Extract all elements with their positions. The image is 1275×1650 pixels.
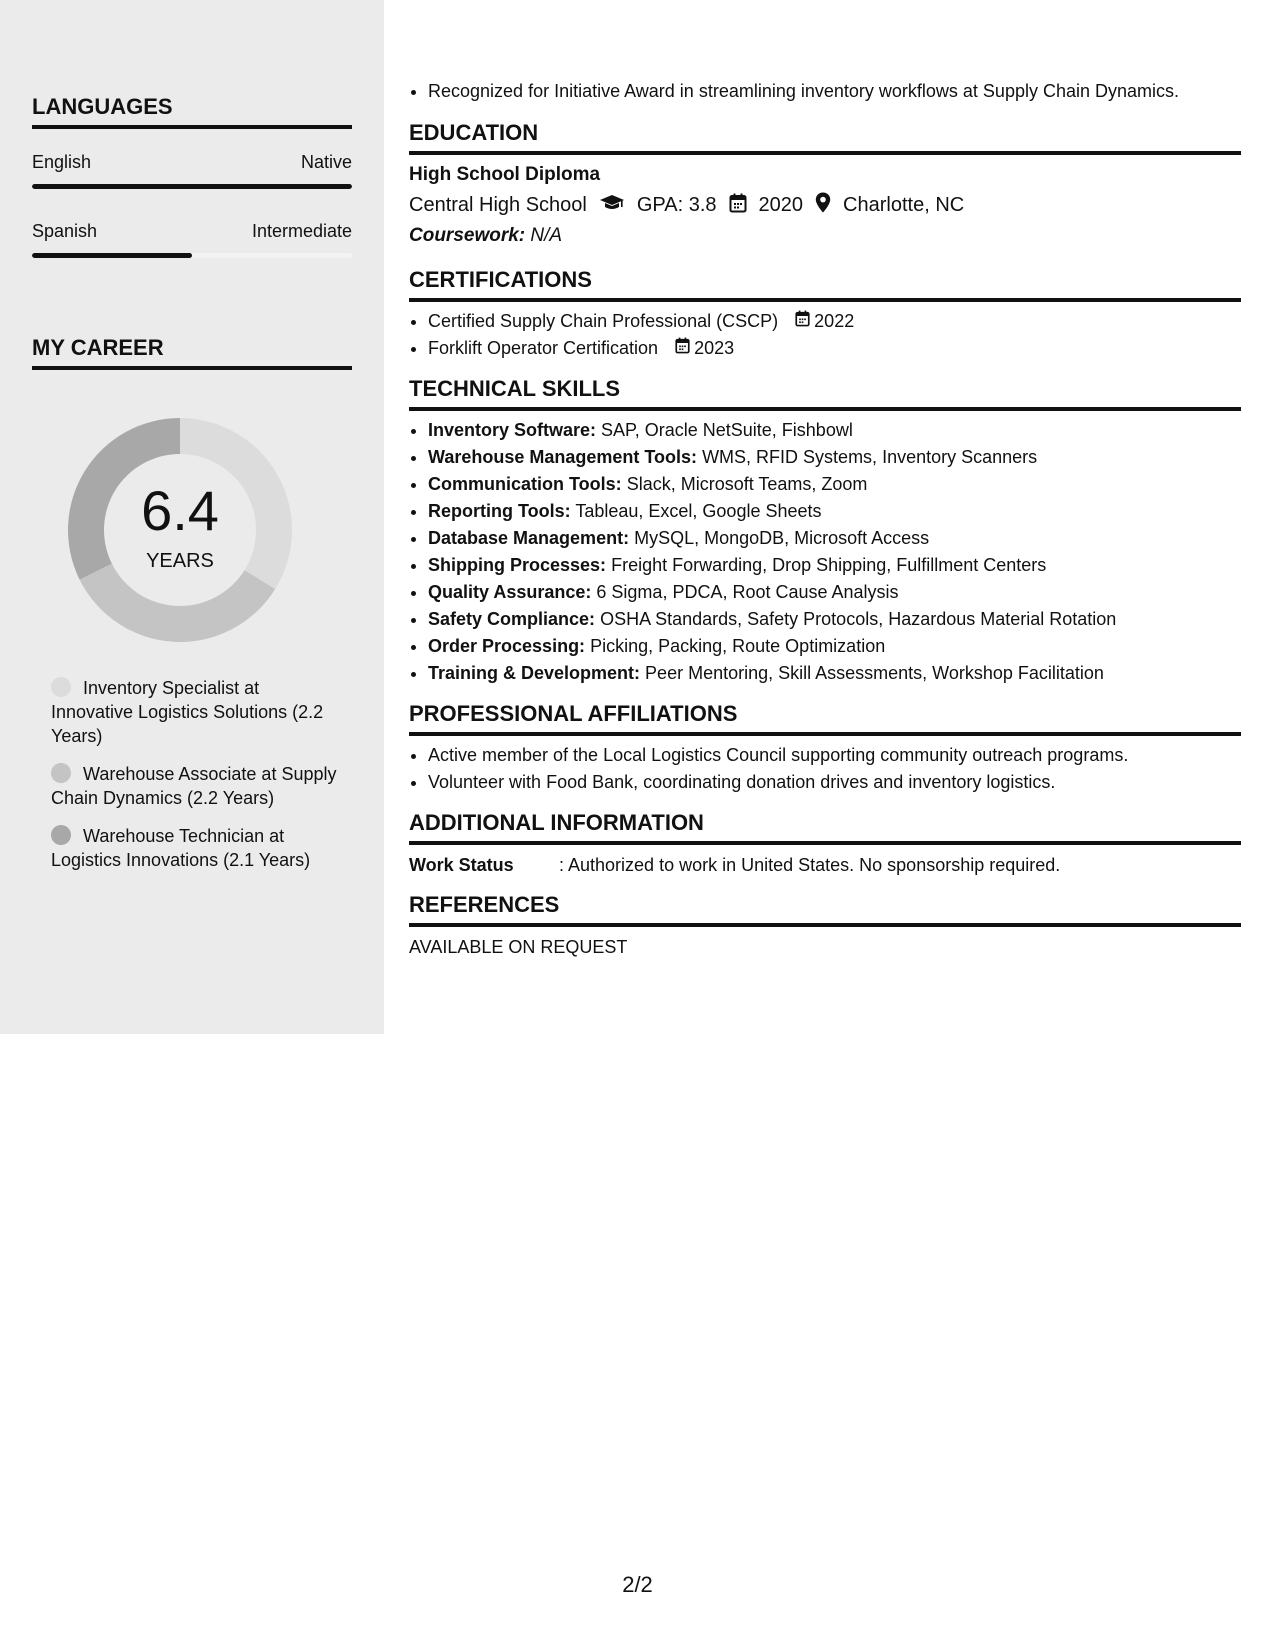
affiliations-heading: PROFESSIONAL AFFILIATIONS — [409, 701, 1241, 736]
skill-label: Communication Tools: — [428, 474, 622, 494]
skill-item — [428, 498, 1241, 525]
language-bar-spanish — [32, 253, 352, 258]
skill-label: Shipping Processes: — [428, 555, 607, 575]
language-row-spanish — [32, 221, 352, 242]
education-heading: EDUCATION — [409, 120, 1241, 155]
language-bar-fill — [32, 184, 352, 189]
skill-label: Quality Assurance: — [428, 582, 592, 602]
calendar-icon — [675, 335, 690, 362]
certifications-heading: CERTIFICATIONS — [409, 267, 1241, 302]
calendar-icon — [729, 193, 747, 219]
certification-name: Forklift Operator Certification — [428, 338, 659, 358]
skill-value: WMS, RFID Systems, Inventory Scanners — [702, 447, 1038, 467]
career-item-text: Warehouse Technician at Logistics Innovations (2.1 Years) — [51, 826, 311, 870]
graduation-cap-icon — [599, 194, 625, 218]
work-status-label: Work Status — [409, 855, 514, 875]
graduation-year: 2020 — [758, 194, 804, 216]
school-name: Central High School — [409, 194, 587, 216]
skill-value: MySQL, MongoDB, Microsoft Access — [634, 528, 930, 548]
legend-dot-icon — [51, 677, 71, 697]
references-text: AVAILABLE ON REQUEST — [409, 937, 628, 957]
career-legend — [51, 676, 341, 886]
skill-value: Freight Forwarding, Drop Shipping, Fulfillment Centers — [611, 555, 1047, 575]
skill-item — [428, 525, 1241, 552]
certification-date — [795, 308, 854, 335]
certifications-list — [409, 308, 1241, 362]
career-item — [51, 824, 341, 872]
skill-item — [428, 444, 1241, 471]
coursework-value: N/A — [530, 225, 563, 246]
gpa-value: GPA: 3.8 — [636, 194, 717, 216]
certification-name: Certified Supply Chain Professional (CSCP) — [428, 311, 779, 331]
skill-label: Warehouse Management Tools: — [428, 447, 698, 467]
skill-value: Picking, Packing, Route Optimization — [590, 636, 886, 656]
language-bar-english — [32, 184, 352, 189]
skill-item — [428, 606, 1241, 633]
additional-info-heading: ADDITIONAL INFORMATION — [409, 810, 1241, 845]
skill-item — [428, 471, 1241, 498]
skill-item — [428, 579, 1241, 606]
certification-item — [428, 335, 1241, 362]
school-location: Charlotte, NC — [843, 194, 965, 216]
degree-title: High School Diploma — [409, 164, 601, 185]
affiliation-item: • Active member of the Local Logistics Council supporting community outreach programs. — [428, 742, 1241, 769]
language-level: Native — [300, 152, 352, 172]
skill-value: Tableau, Excel, Google Sheets — [575, 501, 822, 521]
career-heading: MY CAREER — [32, 335, 352, 370]
career-item — [51, 676, 341, 748]
skill-value: OSHA Standards, Safety Protocols, Hazardous Material Rotation — [600, 609, 1117, 629]
calendar-icon — [795, 308, 810, 335]
experience-bullets — [409, 78, 1241, 105]
skill-label: Safety Compliance: — [428, 609, 596, 629]
work-status-row — [409, 855, 1241, 876]
coursework-label: Coursework: — [409, 225, 526, 246]
education-details — [409, 192, 1241, 219]
skill-label: Order Processing: — [428, 636, 586, 656]
skill-item — [428, 633, 1241, 660]
career-item-text: Inventory Specialist at Innovative Logistics Solutions (2.2 Years) — [51, 678, 324, 746]
languages-heading: LANGUAGES — [32, 94, 352, 129]
certification-item — [428, 308, 1241, 335]
career-item — [51, 762, 341, 810]
skill-label: Database Management: — [428, 528, 630, 548]
career-years-label: YEARS — [146, 550, 214, 572]
certification-date — [675, 335, 734, 362]
main-content — [409, 78, 1241, 958]
coursework — [409, 225, 1241, 247]
experience-bullet: • Recognized for Initiative Award in streamlining inventory workflows at Supply Chain Dynamics. — [428, 78, 1241, 105]
affiliations-list — [409, 742, 1241, 796]
skill-item — [428, 552, 1241, 579]
references-heading: REFERENCES — [409, 892, 1241, 927]
career-total-years: 6.4 — [141, 479, 219, 542]
skill-value: Peer Mentoring, Skill Assessments, Workshop Facilitation — [645, 663, 1104, 683]
legend-dot-icon — [51, 825, 71, 845]
sidebar — [0, 0, 384, 1034]
skill-label: Inventory Software: — [428, 420, 597, 440]
skill-item — [428, 417, 1241, 444]
affiliation-item: • Volunteer with Food Bank, coordinating donation drives and inventory logistics. — [428, 769, 1241, 796]
technical-skills-list — [409, 417, 1241, 687]
skill-label: Reporting Tools: — [428, 501, 571, 521]
language-level: Intermediate — [251, 221, 352, 241]
legend-dot-icon — [51, 763, 71, 783]
certification-year: 2022 — [814, 311, 855, 331]
page-number: 2/2 — [622, 1572, 653, 1597]
skill-label: Training & Development: — [428, 663, 641, 683]
career-item-text: Warehouse Associate at Supply Chain Dynamics (2.2 Years) — [51, 764, 337, 808]
skill-value: SAP, Oracle NetSuite, Fishbowl — [601, 420, 853, 440]
location-pin-icon — [815, 192, 831, 219]
work-status-value: : Authorized to work in United States. No sponsorship required. — [559, 855, 1061, 875]
language-name: English — [32, 152, 92, 172]
skill-value: 6 Sigma, PDCA, Root Cause Analysis — [596, 582, 899, 602]
language-row-english — [32, 152, 352, 173]
certification-year: 2023 — [694, 338, 735, 358]
language-name: Spanish — [32, 221, 98, 241]
skill-item — [428, 660, 1241, 687]
technical-skills-heading: TECHNICAL SKILLS — [409, 376, 1241, 411]
donut-segment-1 — [80, 564, 276, 642]
skill-value: Slack, Microsoft Teams, Zoom — [626, 474, 868, 494]
language-bar-fill — [32, 253, 192, 258]
